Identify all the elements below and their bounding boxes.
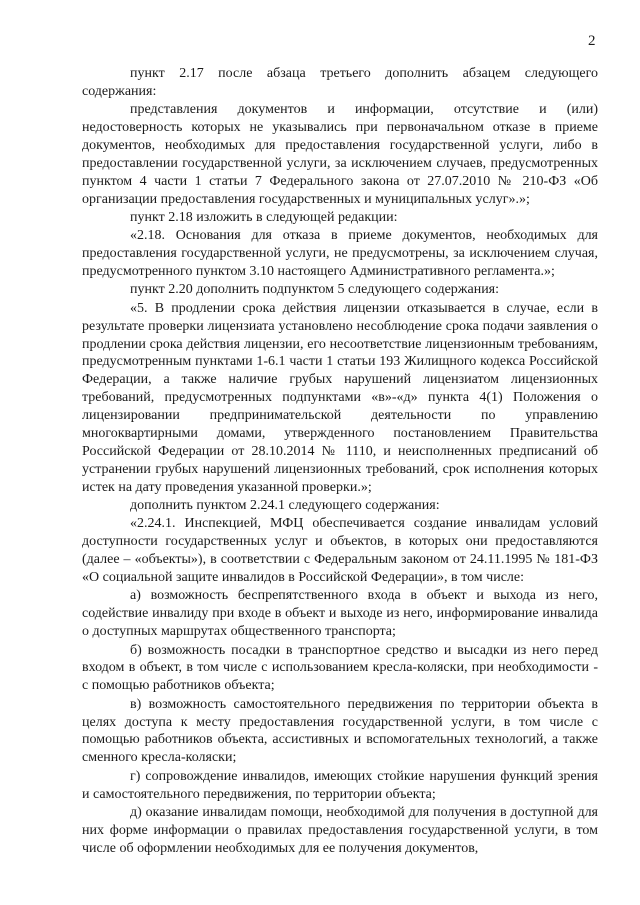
paragraph: «2.24.1. Инспекцией, МФЦ обеспечивается создание инвалидам условий доступности государственных услуг и объектов, в которых они предоставляются (далее – «объекты»), в соответствии с Федеральным законом от 24.11.1995 № 181-ФЗ «О социальной защите инвалидов в Российской Федерации», в том числе: — [82, 516, 598, 586]
paragraph: г) сопровождение инвалидов, имеющих стойкие нарушения функций зрения и самостоятельного передвижения, по территории объекта; — [82, 768, 598, 802]
paragraph: а) возможность беспрепятственного входа в объект и выхода из него, содействие инвалиду при входе в объект и выходе из него, информирование инвалида о доступных маршрутах общественного транспорта; — [82, 588, 598, 640]
paragraph: представления документов и информации, отсутствие и (или) недостоверность которых не указывались при первоначальном отказе в приеме документов, необходимых для предоставления государственной услуги, либо в предоставлении государственной услуги, за исключением случаев, предусмотренных пунктом 4 части 1 статьи 7 Федерального закона от 27.07.2010 № 210-ФЗ «Об организации предоставления государственных и муниципальных услуг».»; — [82, 102, 598, 207]
paragraph: «2.18. Основания для отказа в приеме документов, необходимых для предоставления государственной услуги, не предусмотрены, за исключением случая, предусмотренного пунктом 3.10 настоящего Административного регламента.»; — [82, 228, 598, 280]
paragraph: пункт 2.20 дополнить подпунктом 5 следующего содержания: — [130, 282, 500, 298]
paragraph: б) возможность посадки в транспортное средство и высадки из него перед входом в объект, в том числе с использованием кресла-коляски, при необходимости - с помощью работников объекта; — [82, 642, 598, 694]
document-body — [82, 65, 598, 858]
paragraph: д) оказание инвалидам помощи, необходимой для получения в доступной для них форме информации о правилах предоставления государственной услуги, в том числе об оформлении необходимых для ее получения документов, — [82, 804, 598, 856]
page-number: 2 — [588, 33, 596, 49]
paragraph: в) возможность самостоятельного передвижения по территории объекта в целях доступа к месту предоставления государственной услуги, в том числе с помощью работников объекта, ассистивных и вспомогательных технологий, а также сменного кресла-коляски; — [82, 696, 598, 766]
paragraph: пункт 2.17 после абзаца третьего дополнить абзацем следующего содержания: — [82, 66, 598, 99]
paragraph: «5. В продлении срока действия лицензии отказывается в случае, если в результате проверки лицензиата установлено несоблюдение срока подачи заявления о продлении срока действия лицензии, его несоответствие лицензионным требованиям, предусмотренным пунктами 1-6.1 части 1 статьи 193 Жилищного кодекса Российской Федерации, а также наличие грубых нарушений лицензиатом лицензионных требований, предусмотренных подпунктами «в»-«д» пункта 4(1) Положения о лицензировании предпринимательской деятельности по управлению многоквартирными домами, утвержденного постановлением Правительства Российской Федерации от 28.10.2014 № 1110, и неисполненных предписаний об устранении грубых нарушений лицензионных требований, срок исполнения которых истек на дату проведения указанной проверки.»; — [82, 300, 598, 495]
paragraph: пункт 2.18 изложить в следующей редакции: — [130, 210, 398, 226]
paragraph: дополнить пунктом 2.24.1 следующего содержания: — [130, 498, 440, 514]
